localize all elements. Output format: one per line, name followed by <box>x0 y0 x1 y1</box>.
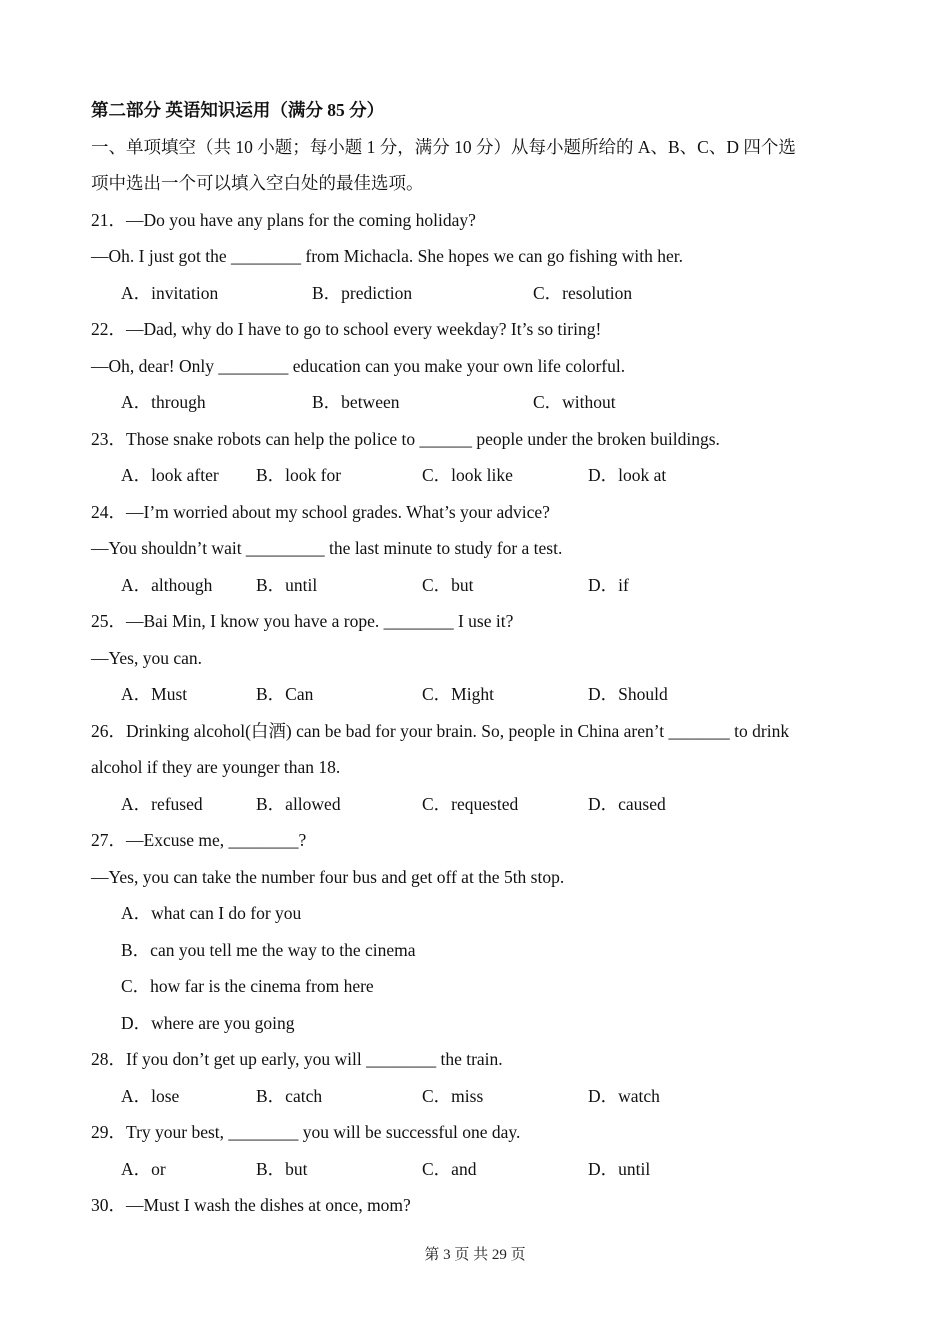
option-b[interactable]: B．until <box>256 574 318 595</box>
option-b[interactable]: B．prediction <box>312 282 413 303</box>
question-stem: 26．Drinking alcohol(白酒) can be bad for your brain. So, people in China aren’t _______ to drink <box>91 720 790 741</box>
option-d[interactable]: D．Should <box>588 684 668 704</box>
option-a[interactable]: A．or <box>121 1158 166 1179</box>
instruction-line: 一、单项填空（共 10 小题；每小题 1 分，满分 10 分）从每小题所给的 A、B、C、D 四个选 <box>91 136 796 157</box>
option-a[interactable]: A．through <box>121 392 206 412</box>
option-c[interactable]: C．miss <box>422 1085 484 1106</box>
question-22 <box>91 311 871 421</box>
options-row <box>91 384 871 421</box>
question-stem: 22．—Dad, why do I have to go to school every weekday? It’s so tiring! <box>91 319 602 339</box>
option-b[interactable]: B．catch <box>256 1085 323 1106</box>
instruction-line: 项中选出一个可以填入空白处的最佳选项。 <box>91 173 424 193</box>
question-stem: alcohol if they are younger than 18. <box>91 757 341 777</box>
question-21 <box>91 202 871 312</box>
option-c[interactable]: C．and <box>422 1158 477 1179</box>
question-stem: 21．—Do you have any plans for the coming holiday? <box>91 209 476 230</box>
question-29 <box>91 1114 871 1187</box>
question-27 <box>91 822 871 1041</box>
question-stem: 25．—Bai Min, I know you have a rope. ________ I use it? <box>91 611 514 631</box>
question-stem: —Yes, you can. <box>91 647 202 668</box>
option-c[interactable]: C．resolution <box>533 282 633 303</box>
option-d[interactable]: D．until <box>588 1158 651 1179</box>
options-row <box>91 786 871 823</box>
option-d[interactable]: D．where are you going <box>121 1012 295 1033</box>
exam-page <box>91 92 871 1224</box>
question-stem: 30．—Must I wash the dishes at once, mom? <box>91 1195 411 1215</box>
option-b[interactable]: B．between <box>312 392 400 412</box>
page-footer: 第 3 页 共 29 页 <box>424 1247 526 1263</box>
option-b[interactable]: B．but <box>256 1158 308 1179</box>
option-d[interactable]: D．watch <box>588 1085 660 1106</box>
option-a[interactable]: A．although <box>121 574 213 595</box>
question-23 <box>91 421 871 494</box>
option-c[interactable]: C．Might <box>422 684 494 704</box>
question-stem: —Oh, dear! Only ________ education can you make your own life colorful. <box>91 355 626 376</box>
option-c[interactable]: C．without <box>533 392 616 412</box>
question-stem: 28．If you don’t get up early, you will ________ the train. <box>91 1049 503 1069</box>
question-stem: 23．Those snake robots can help the police to ______ people under the broken buildings. <box>91 428 720 449</box>
question-24 <box>91 494 871 604</box>
question-26 <box>91 713 871 823</box>
option-b[interactable]: B．can you tell me the way to the cinema <box>121 939 416 960</box>
option-c[interactable]: C．but <box>422 574 474 595</box>
question-28 <box>91 1041 871 1114</box>
options-row <box>91 1151 871 1188</box>
option-b[interactable]: B．Can <box>256 684 314 704</box>
question-stem: —You shouldn’t wait _________ the last minute to study for a test. <box>91 538 563 558</box>
question-stem: 24．—I’m worried about my school grades. What’s your advice? <box>91 501 550 522</box>
question-stem: —Yes, you can take the number four bus and get off at the 5th stop. <box>91 866 565 887</box>
options-row <box>91 676 871 713</box>
section-title: 第二部分 英语知识运用（满分 85 分） <box>91 100 385 120</box>
option-c[interactable]: C．how far is the cinema from here <box>121 976 374 996</box>
option-a[interactable]: A．invitation <box>121 282 219 303</box>
option-a[interactable]: A．Must <box>121 684 188 704</box>
option-a[interactable]: A．look after <box>121 465 219 485</box>
question-stem: 27．—Excuse me, ________? <box>91 830 307 850</box>
option-d[interactable]: D．if <box>588 574 629 595</box>
option-d[interactable]: D．look at <box>588 465 667 485</box>
option-d[interactable]: D．caused <box>588 793 666 814</box>
option-c[interactable]: C．look like <box>422 465 513 485</box>
options-row <box>91 1078 871 1115</box>
question-stem: 29．Try your best, ________ you will be successful one day. <box>91 1122 521 1142</box>
question-25 <box>91 603 871 713</box>
option-a[interactable]: A．what can I do for you <box>121 903 302 923</box>
options-row <box>91 457 871 494</box>
options-row <box>91 275 871 312</box>
option-c[interactable]: C．requested <box>422 793 519 814</box>
options-row <box>91 567 871 604</box>
option-a[interactable]: A．lose <box>121 1085 180 1106</box>
option-b[interactable]: B．look for <box>256 465 342 485</box>
question-stem: —Oh. I just got the ________ from Michacla. She hopes we can go fishing with her. <box>91 246 683 266</box>
option-b[interactable]: B．allowed <box>256 793 341 814</box>
option-a[interactable]: A．refused <box>121 793 203 814</box>
question-30 <box>91 1187 871 1224</box>
